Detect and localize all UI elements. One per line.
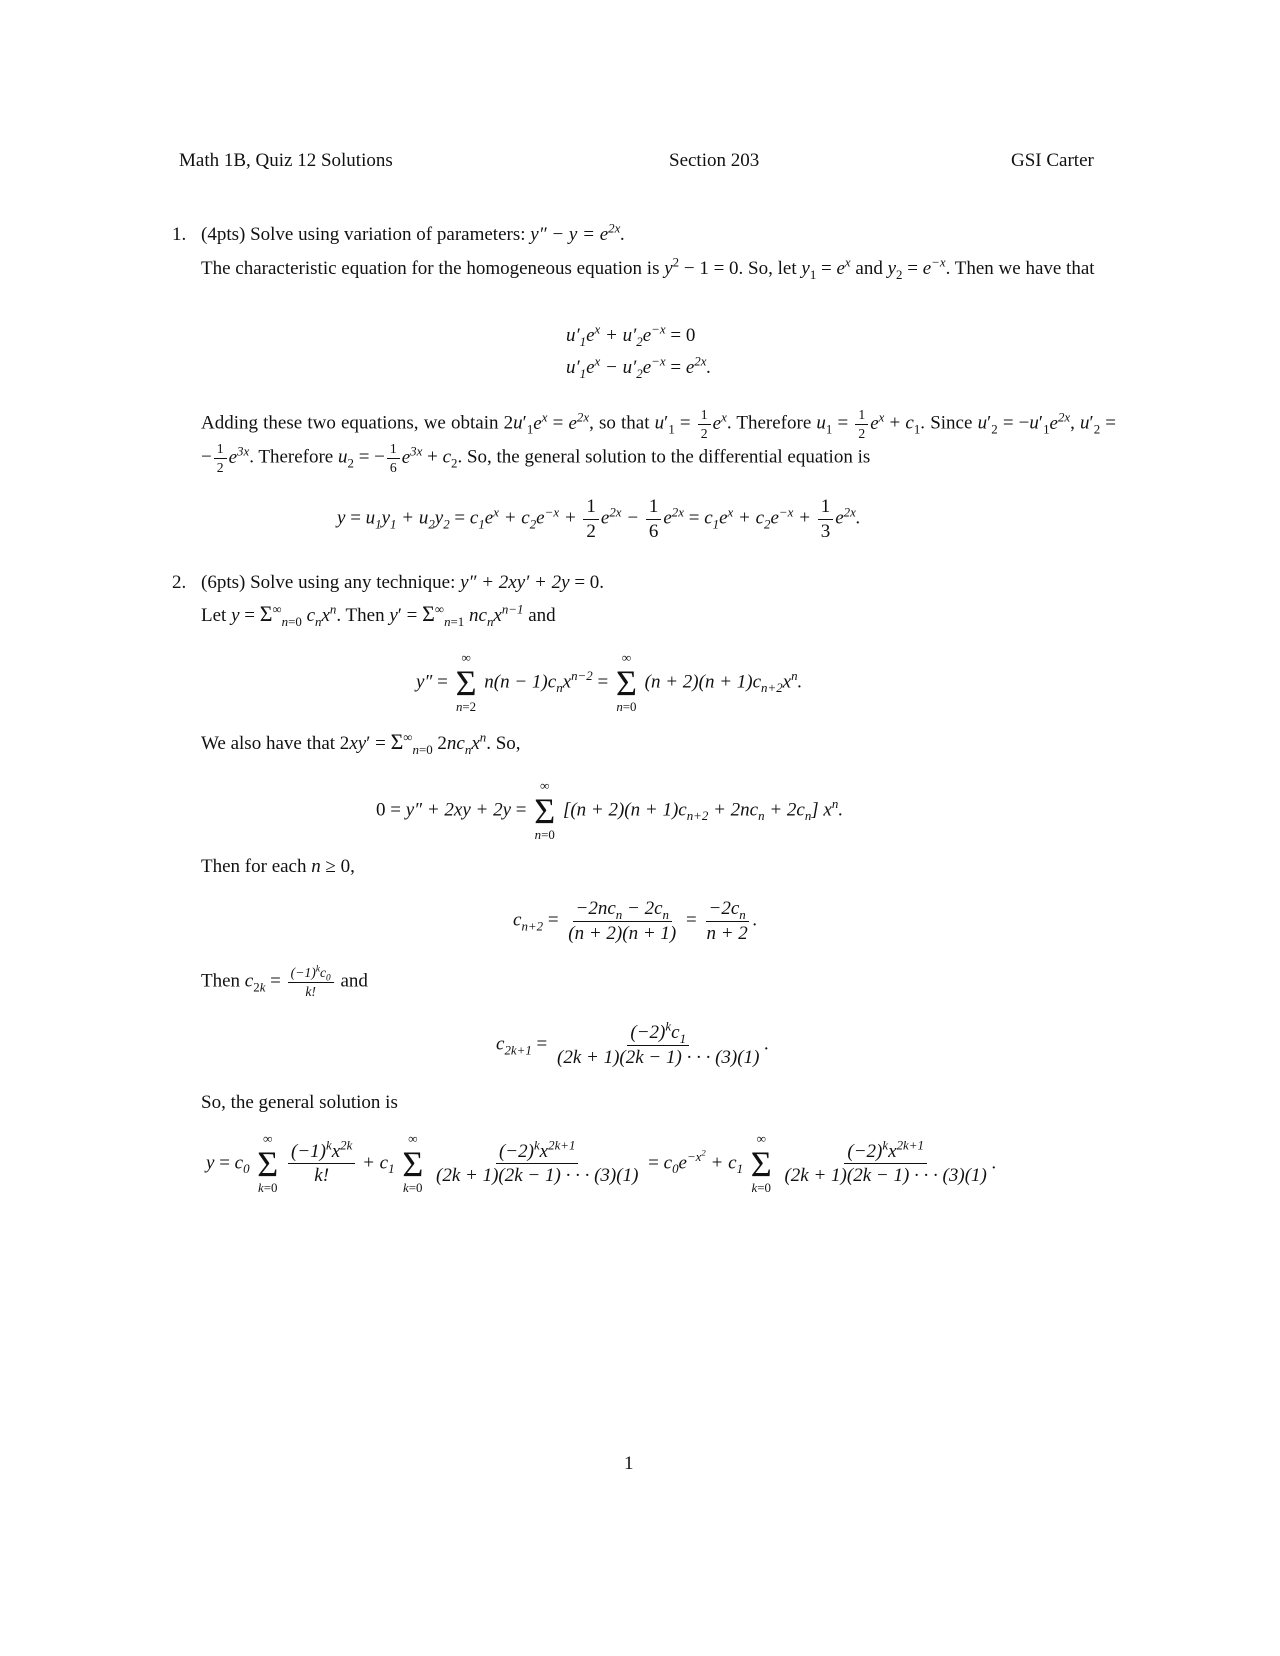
problem-2-text-3: Then for each n ≥ 0, (201, 856, 355, 877)
problem-2-eq-5: $y = c_0$ ∞ Σ k=0 $\frac{(-1)^kx^{2k}}{k!}$ + $c_1$ ∞ Σ k=0 $\frac{(-2)^kx^{2k+1}}{(2k + 1)(2k - 1) \cdot \cdot \cdot (3)(1)}$ = $c_0e^{-x^2} + c_1$ ∞ Σ k=0 $\frac{(-2)^kx^{2k+1}}{(2k + 1)(2k - 1) \cdot \cdot \cdot (3)(1)}$ . (206, 1131, 997, 1195)
problem-1-system-eq-2: $u'_1e^x - u'_2e^{-x} = e^{2x}$. (566, 353, 712, 381)
problem-1-solution: $y = u_1y_1 + u_2y_2 = c_1e^x + c_2e^{-x}$ + $\frac{1}{2}$ $e^{2x}$ − $\frac{1}{6}$ $e^{2x} = c_1e^x + c_2e^{-x}$ + $\frac{1}{3}$ $e^{2x}$. (337, 496, 861, 542)
header-gsi: GSI Carter (1011, 150, 1094, 171)
problem-2-eq-4: $c_{2k+1}$ = $\frac{(-2)^kc_1}{(2k + 1)(2k - 1) \cdot \cdot \cdot (3)(1)}$ . (496, 1018, 770, 1068)
problem-2-text-5: So, the general solution is (201, 1092, 398, 1113)
problem-1-prompt-equation: $y'' - y = e^{2x}$. (530, 220, 626, 245)
problem-2-text-1: Let $y = \Sigma^\infty_{n=0}$ $c_nx^n$. Then $y' = \Sigma^\infty_{n=1}$ $nc_nx^{n-1}$ and (201, 601, 556, 629)
problem-2-prompt: (6pts) Solve using any technique: y″ + 2xy′ + 2y = 0. (201, 572, 605, 593)
problem-2-eq-1: y″ = ∞ Σ n=2 $n(n - 1)c_nx^{n-2}$ = ∞ Σ n=0 $(n + 2)(n + 1)c_{n+2}x^n$. (416, 650, 803, 714)
problem-1-text-1: The characteristic equation for the homogeneous equation is $y^2 - 1 = 0$. So, let $y_1 = e^x$ and $y_2 = e^{-x}$. Then we have that (201, 254, 1095, 282)
problem-1-system-eq-1: $u'_1e^x + u'_2e^{-x} = 0$ (566, 321, 696, 349)
problem-1-text-2: Adding these two equations, we obtain $2u'_1e^x = e^{2x}$, so that $u'_1$ = $\frac{1}{2}$ $e^x$. Therefore $u_1$ = $\frac{1}{2}$ $e^x + c_1$. Since $u'_2 = -u'_1e^{2x}$, $u'_2$ = − $\frac{1}{2}$ $e^{3x}$. Therefore $u_2$ = − $\frac{1}{6}$ $e^{3x} + c_2$. So, the general solution to the differential equation is (201, 407, 1117, 476)
problem-1-prompt: (4pts) Solve using variation of parameters: $y'' - y = e^{2x}$. (201, 220, 626, 245)
header-section: Section 203 (669, 150, 760, 171)
problem-2-text-2: We also have that $2xy' = \Sigma^\infty_{n=0}$ $2nc_nx^n$. So, (201, 729, 521, 757)
problem-2-number: 2. (172, 572, 187, 593)
problem-1-number: 1. (172, 224, 187, 245)
header-course: Math 1B, Quiz 12 Solutions (179, 150, 393, 171)
problem-2-eq-2: 0 = y″ + 2xy + 2y = ∞ Σ n=0 $[(n + 2)(n + 1)c_{n+2} + 2nc_n + 2c_n]$ $x^n$. (376, 778, 844, 842)
problem-2-prompt-equation: y″ + 2xy′ + 2y = 0. (460, 572, 605, 593)
problem-2-eq-3: $c_{n+2}$ = $\frac{-2nc_n - 2c_n}{(n + 2)(n + 1)}$ = $\frac{-2c_n}{n + 2}$ . (513, 898, 758, 944)
page-number: 1 (624, 1453, 634, 1474)
problem-2-text-4: Then $c_{2k}$ = $\frac{(-1)^kc_0}{k!}$ and (201, 964, 368, 999)
